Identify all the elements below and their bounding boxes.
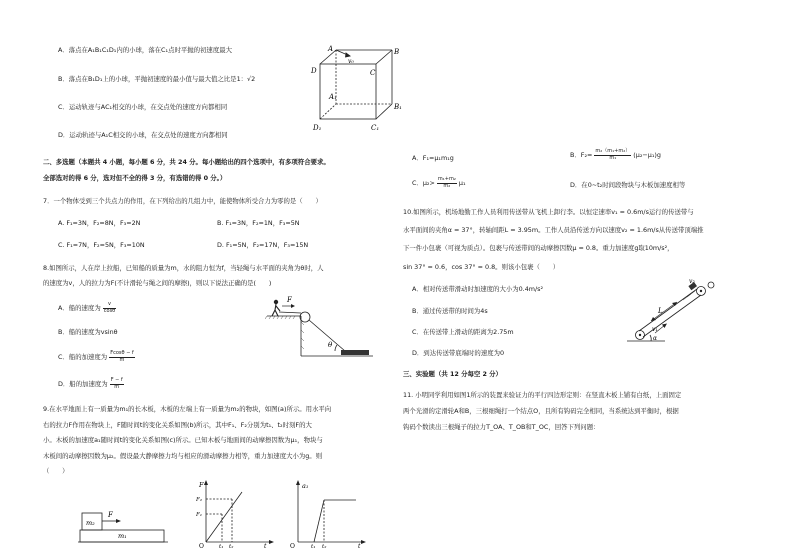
q9-figure-c [286, 478, 368, 549]
q9-figure-a [78, 500, 168, 546]
q10-option-c: C．在传送带上滑动的距离为2.75m [412, 328, 514, 336]
fig-c-label-o: O [290, 543, 295, 549]
q9-option-c-num: m₁+m₂ [437, 176, 456, 182]
q10-line-4: sin 37° = 0.6，cos 37° = 0.8。则该小包裹（ ） [403, 263, 560, 271]
boat-fig-label-theta: θ [328, 341, 333, 349]
cube-label-c: C [370, 69, 376, 77]
q9-line-4: 木板间的动摩擦因数为μ₂。假设最大静摩擦力均与相应的滑动摩擦力相等，重力加速度大小为g。则 [43, 452, 323, 460]
fig-b-label-t: t [264, 543, 267, 549]
boat-pulling-figure [265, 292, 375, 360]
boat-fig-label-f: F [287, 296, 292, 304]
prev-option-d: D．运动轨迹与A₁C相交的小球，在交点处的速度方向都相同 [58, 131, 228, 139]
cube-label-a: A [328, 45, 334, 53]
q7-option-c: C. F₁=7N，F₂=5N，F₃=10N [58, 241, 145, 249]
q7-stem: 7．一个物体受到三个共点力的作用，在下列给出的几组力中，能使物体所受合力为零的是（ ） [43, 197, 322, 205]
fig-a-label-f: F [108, 511, 113, 519]
q8-option-c-label: C．船的加速度为 [58, 353, 108, 361]
prev-option-c: C．运动轨迹与AC₁相交的小球，在交点处的速度方向都相同 [58, 103, 228, 111]
q9-option-b-num: m₂（m₁+m₂） [595, 148, 631, 154]
cube-label-a1: A₁ [329, 93, 337, 101]
q7-option-d: D. F₁=5N，F₂=17N，F₃=15N [217, 241, 309, 249]
q9-option-c-suffix: μ₁ [458, 179, 466, 187]
fig-b-label-f2: F₂ [196, 497, 203, 503]
q8-option-d-num: F − f [110, 377, 123, 383]
q10-option-d: D．到达传送带底端时的速度为0 [412, 349, 505, 357]
q8-option-d-den: m [114, 383, 120, 390]
q9-option-a: A．F₁=μ₁m₁g [412, 154, 454, 162]
q9-option-c-prefix: C．μ₂> [412, 179, 435, 187]
conveyor-label-v2: v₂ [689, 278, 695, 285]
fig-c-label-a1: a₁ [302, 482, 309, 490]
cube-label-d: D [311, 67, 317, 75]
section3-title: 三、实验题（共 12 分每空 2 分） [403, 370, 502, 378]
q8-option-a-num: v [103, 302, 116, 309]
boat-icon [341, 350, 369, 355]
cube-label-c1: C₁ [371, 124, 380, 132]
cube-label-v0: v₀ [348, 58, 354, 65]
q8-option-d-fraction [110, 378, 124, 390]
q9-option-b-fraction [594, 149, 631, 161]
fig-c-label-t1: t₁ [311, 544, 316, 549]
fig-b-label-f: F [199, 481, 204, 489]
q10-line-1: 10.如图所示，机场地勤工作人员利用传送带从飞机上卸行李。以恒定速率v₁ = 0.6m/s运行的传送带与 [403, 208, 694, 216]
q8-option-c-den: m [119, 356, 125, 363]
prev-option-b-sqrt: √2 [247, 75, 256, 83]
q9-option-c [412, 177, 466, 189]
fig-b-label-t2: t₂ [229, 544, 234, 549]
q9-line-3: 小。木板的加速度a₁随时间t的变化关系如图(c)所示。已知木板与地面间的动摩擦因数为μ₁，物块与 [43, 436, 323, 444]
conveyor-label-l: L [658, 307, 663, 315]
q7-option-a: A. F₁=3N，F₂=8N，F₃=2N [58, 219, 141, 227]
q8-option-a-label: A．船的速度为 [58, 304, 101, 312]
q9-line-1: 9.在水平地面上有一质量为m₁的长木板，木板的左端上有一质量为m₂的物块，如图(a)所示。用水平向 [43, 405, 332, 413]
q9-option-b-den: m₁ [609, 154, 617, 161]
q9-option-b-suffix: (μ₂−μ₁)g [633, 151, 661, 159]
cube-figure [308, 42, 403, 134]
fig-a-label-m2: m₂ [86, 519, 95, 527]
q10-line-2: 水平面间的夹角α = 37°，转轴间距L = 3.95m。工作人员沿传送方向以速度v₂ = 1.6m/s从传送带顶端推 [403, 226, 704, 234]
q9-line-2: 右的拉力F作用在物块上，F随时间t的变化关系如图(b)所示，其中F₁、F₂分别为t₁、t₂时刻F的大 [43, 421, 312, 429]
section2-title-1: 二、多选题（本题共 4 小题，每小题 6 分，共 24 分。每小题给出的四个选项中，有多项符合要求。 [43, 158, 330, 166]
fig-a-label-m1: m₁ [118, 532, 127, 540]
q8-line-1: 8.如图所示，人在岸上拉船，已知船的质量为m，水的阻力恒为f，当轻绳与水平面的夹角为θ时，人 [43, 264, 324, 272]
q8-option-c-num: Fcosθ − f [110, 350, 134, 356]
q9-line-5: （ ） [43, 467, 69, 475]
fig-c-label-t: t [358, 543, 361, 549]
fig-b-label-t1: t₁ [219, 544, 224, 549]
q9-option-d: D．在0~t₂时间段物块与木板加速度相等 [570, 181, 686, 189]
q8-option-c-fraction [109, 351, 134, 363]
q9-figure-b [196, 478, 276, 549]
q9-option-c-fraction [437, 177, 457, 189]
q8-option-a [58, 302, 116, 314]
fig-b-label-o: O [199, 543, 204, 549]
q9-option-b [570, 149, 661, 161]
prev-option-b-text: B．落点在B₁D₁上的小球，平抛初速度的最小值与最大值之比是1： [58, 75, 248, 83]
q8-option-d-label: D．船的加速度为 [58, 380, 108, 388]
conveyor-label-v1: v₁ [652, 326, 658, 333]
q11-line-3: 钩码个数读出三根绳子的拉力T_OA、T_OB和T_OC，回答下列问题： [403, 423, 600, 431]
q8-line-2: 的速度为v，人的拉力为F(不计滑轮与绳之间的摩擦)，则以下说法正确的是( ) [43, 279, 272, 287]
section2-title-2: 全部选对的得 6 分，选对但不全的得 3 分，有选错的得 0 分。） [43, 174, 227, 182]
q8-option-a-den: cosθ [103, 307, 116, 314]
q10-line-3: 下一件小包裹（可视为质点）。包裹与传送带间的动摩擦因数μ = 0.8。重力加速度g取10m/s²， [403, 244, 674, 252]
cube-label-b1: B₁ [394, 103, 402, 111]
q7-option-b: B. F₁=3N，F₂=1N，F₃=5N [217, 219, 300, 227]
q11-line-2: 两个光滑的定滑轮A和B，三根细绳打一个结点O，且所有钩码完全相同，当系统达到平衡时，根据 [403, 407, 679, 415]
q8-option-c [58, 351, 135, 363]
person-icon [274, 300, 278, 304]
q8-option-b: B．船的速度为vsinθ [58, 328, 118, 336]
q8-option-a-fraction [103, 302, 116, 314]
cube-label-d1: D₁ [313, 124, 322, 132]
prev-option-a: A．落点在A₁B₁C₁D₁内的小球，落在C₁点时平抛的初速度最大 [58, 46, 232, 54]
q11-line-1: 11. 小明同学利用如图1所示的装置来验证力的平行四边形定则：在竖直木板上铺有白纸，上面固定 [403, 391, 682, 399]
fig-c-label-t2: t₂ [322, 544, 327, 549]
fig-b-label-f1: F₁ [196, 512, 203, 518]
prev-option-b [58, 75, 255, 84]
conveyor-label-alpha: α [653, 335, 658, 342]
cube-label-b: B [394, 48, 400, 56]
conveyor-belt-figure [625, 273, 715, 345]
q10-option-a: A．相对传送带滑动时加速度的大小为0.4m/s² [412, 285, 544, 293]
q8-option-d [58, 378, 124, 390]
q9-option-b-prefix: B．F₂= [570, 151, 593, 159]
q9-option-c-den: m₂ [443, 182, 451, 189]
q10-option-b: B．通过传送带的时间为4s [412, 307, 488, 315]
